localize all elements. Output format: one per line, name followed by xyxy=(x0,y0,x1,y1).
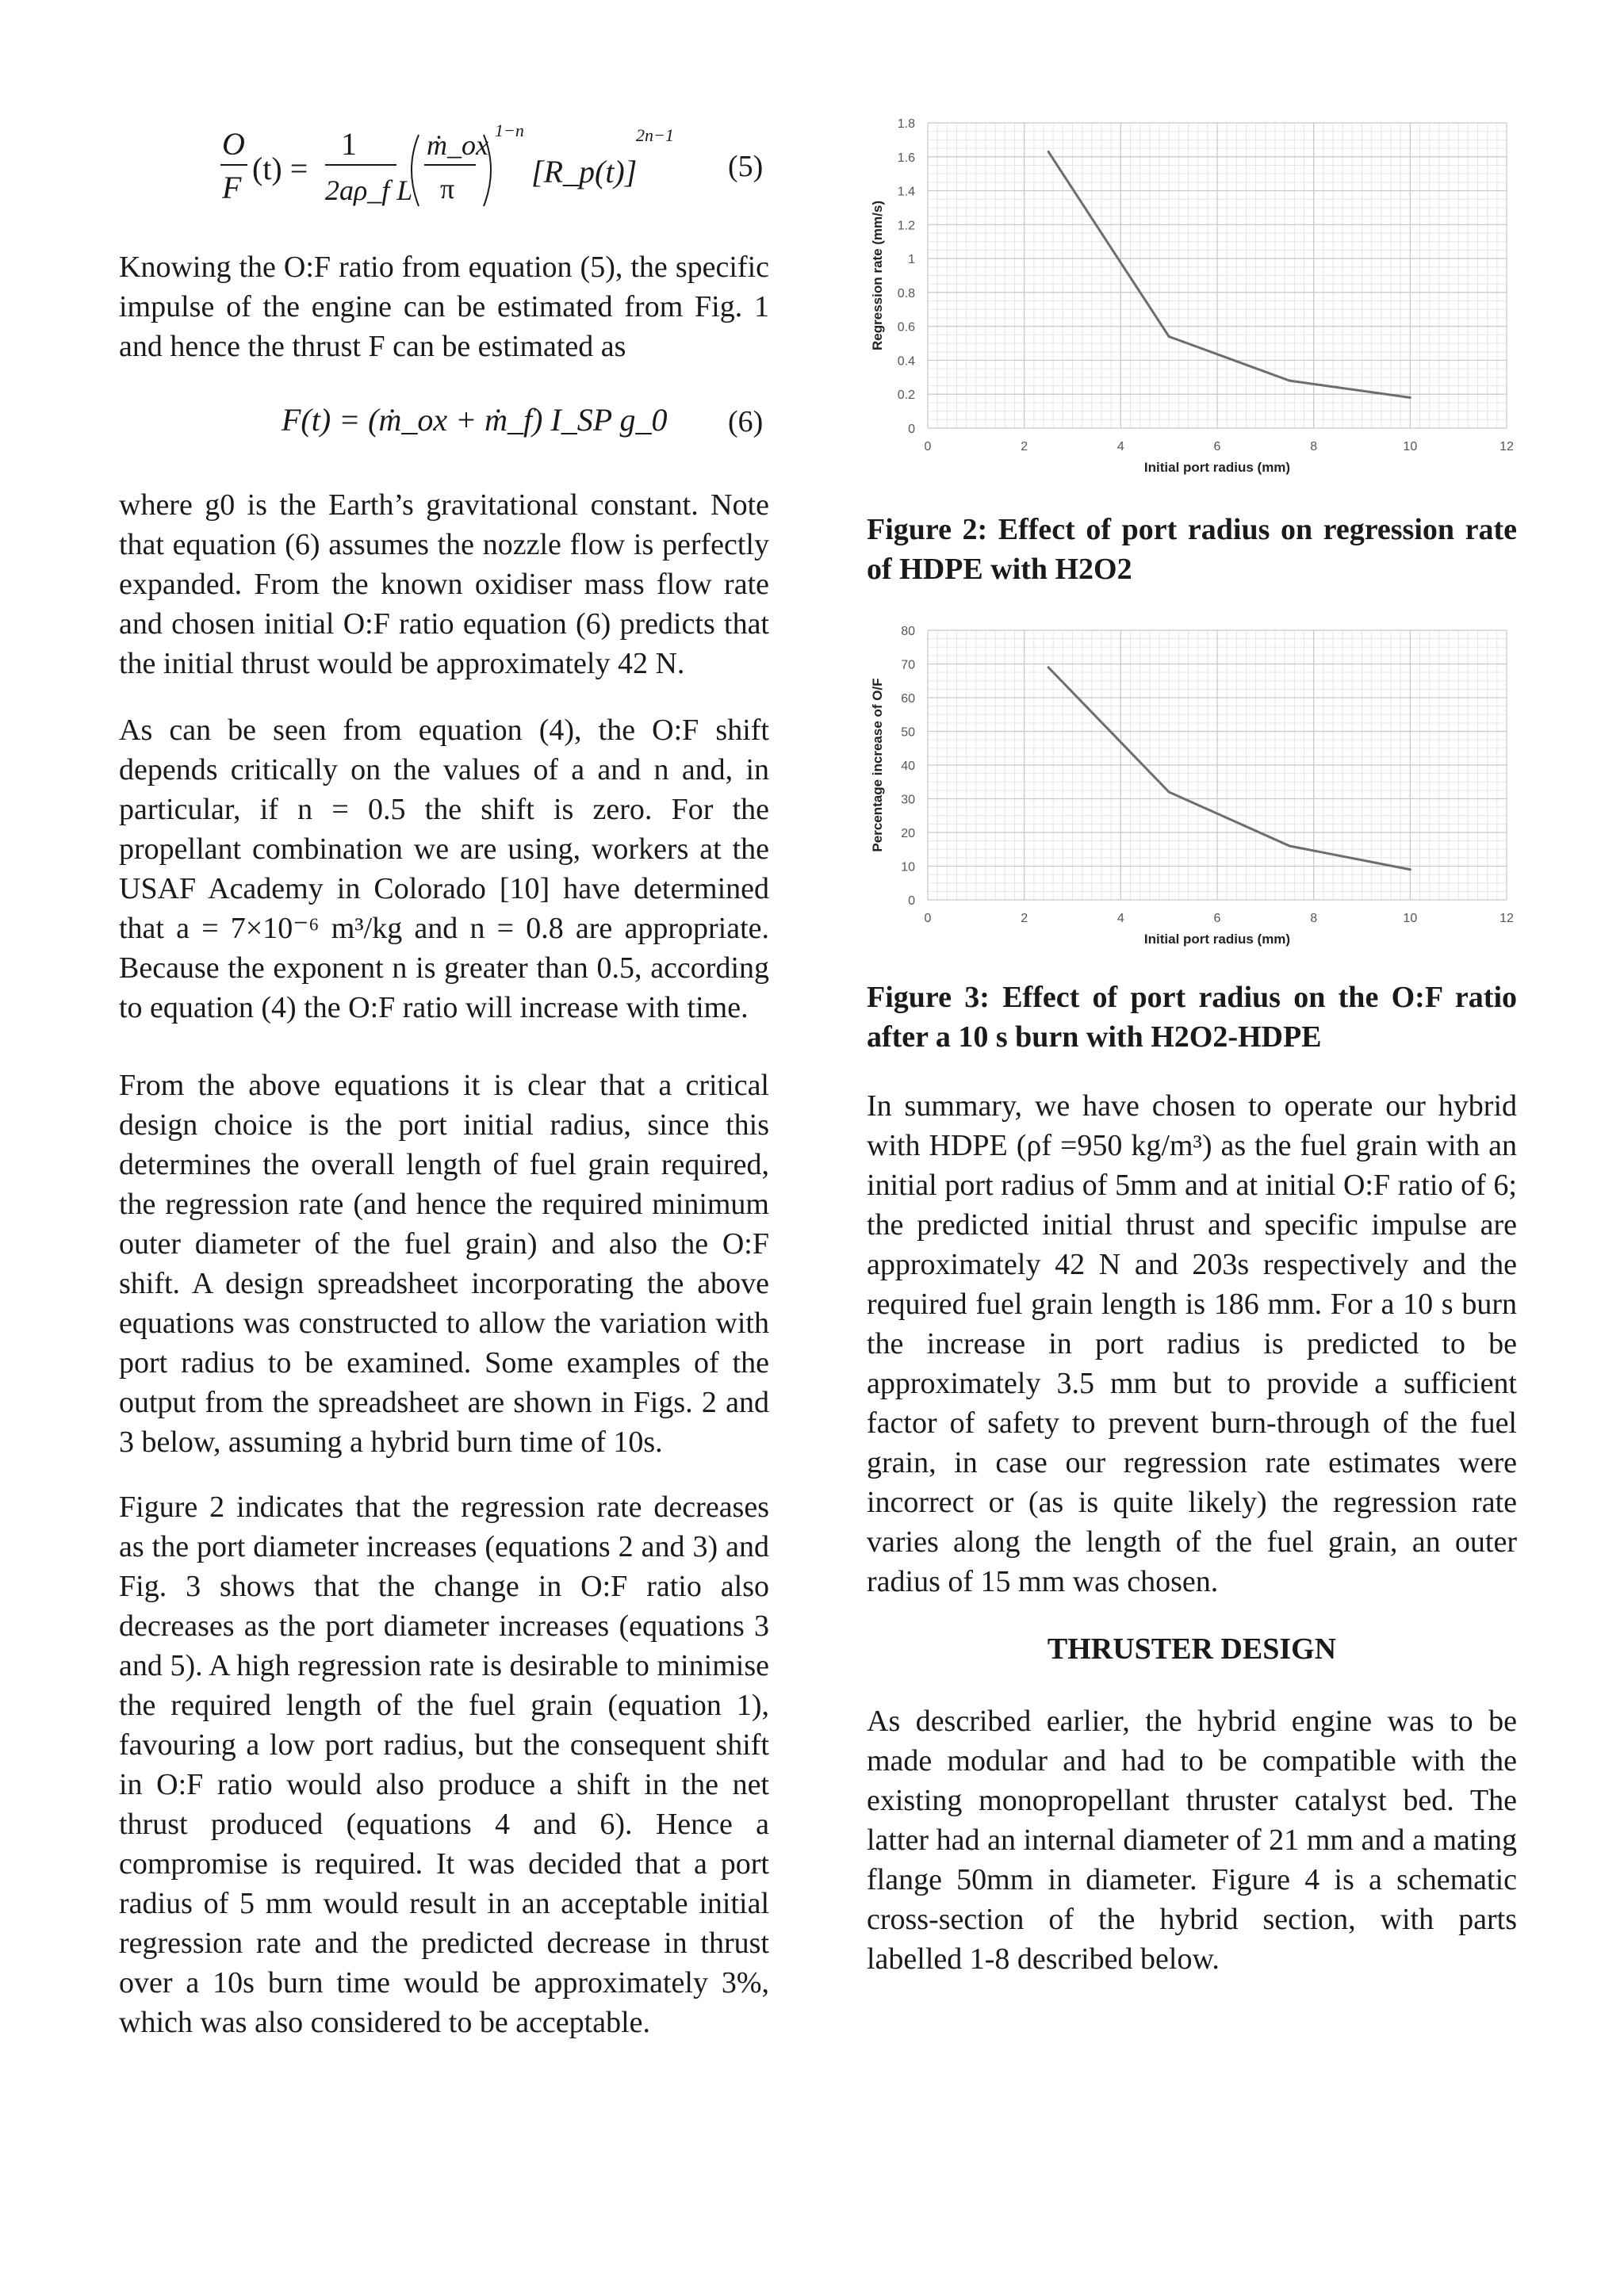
chart-3-xtick-label: 12 xyxy=(1500,912,1514,925)
paragraph-3: As can be seen from equation (4), the O:F shift depends critically on the values of a and n and, in particular, if n = 0.5 the shift is zero. For the propellant combination we are using, workers at the USAF Academy in Colorado [10] have determined that a = 7×10⁻⁶ m³/kg and n = 0.8 are appropriate. Because the exponent n is greater than 0.5, according to equation (4) the O:F ratio will increase with time. xyxy=(119,714,769,1024)
chart-2-ytick-label: 0.4 xyxy=(897,354,915,369)
chart-3-xtick-label: 10 xyxy=(1403,912,1418,925)
chart-3-xtick-label: 6 xyxy=(1213,912,1221,925)
chart-3-ylabel: Percentage increase of O/F xyxy=(870,678,885,852)
eq5-frac-num: 1 xyxy=(341,126,357,162)
eq5-lhs-den: F xyxy=(222,170,242,205)
chart-3-data-point xyxy=(1168,791,1170,794)
chart-2-xtick-label: 10 xyxy=(1403,440,1418,453)
chart-3-xtick-label: 8 xyxy=(1310,912,1318,925)
chart-2-data-point xyxy=(1168,335,1170,338)
chart-3-xlabel: Initial port radius (mm) xyxy=(1143,932,1291,947)
chart-2-ytick-label: 1.4 xyxy=(897,185,915,199)
figure-2-svg xyxy=(864,111,1522,484)
figure-3-chart xyxy=(864,610,1522,959)
chart-2-xtick-label: 4 xyxy=(1116,440,1124,453)
section-heading: THRUSTER DESIGN xyxy=(1047,1632,1337,1666)
eq5-frac-den: 2aρ_f L xyxy=(325,174,413,206)
paragraph-1: Knowing the O:F ratio from equation (5), the specific impulse of the engine can be estimated from Fig. 1 and hence the thrust F can be estimated as xyxy=(119,251,769,363)
chart-2-ytick-label: 0 xyxy=(908,423,915,436)
equation-6-number: (6) xyxy=(728,405,764,438)
figure-2-chart xyxy=(864,111,1522,484)
chart-2-xtick-label: 6 xyxy=(1213,440,1221,453)
chart-3-data-point xyxy=(1289,845,1291,848)
figure-3-caption: Figure 3: Effect of port radius on the O:F ratio after a 10 s burn with H2O2-HDPE xyxy=(867,981,1517,1054)
chart-2-xlabel: Initial port radius (mm) xyxy=(1143,460,1291,475)
paragraph-5: Figure 2 indicates that the regression rate decreases as the port diameter increases (equations 2 and 3) and Fig. 3 shows that the change in O:F ratio also decreases as the port diameter increases (equations 3 and 5). A high regression rate is desirable to minimise the required length of the fuel grain (equation 1), favouring a low port radius, but the consequent shift in O:F ratio would also produce a shift in the net thrust produced (equations 4 and 6). Hence a compromise is required. It was decided that a port radius of 5 mm would result in an acceptable initial regression rate and the predicted decrease in thrust over a 10s burn time would be approximately 3%, which was also considered to be acceptable. xyxy=(119,1490,769,2039)
chart-2-data-point xyxy=(1289,380,1291,382)
chart-3-xtick-label: 2 xyxy=(1021,912,1028,925)
figure-3-svg xyxy=(864,610,1522,959)
chart-3-ytick-label: 20 xyxy=(901,827,915,840)
chart-2-ytick-label: 1.6 xyxy=(897,151,915,165)
eq5-exp2: 2n−1 xyxy=(636,125,674,145)
eq5-mdot: ṁ_ox xyxy=(427,129,488,161)
paragraph-2: where g0 is the Earth’s gravitational constant. Note that equation (6) assumes the nozzle flow is perfectly expanded. From the known oxidiser mass flow rate and chosen initial O:F ratio equation (6) predicts that the initial thrust would be approximately 42 N. xyxy=(119,488,769,680)
chart-2-ytick-label: 1.8 xyxy=(897,117,915,131)
figure-2-caption: Figure 2: Effect of port radius on regression rate of HDPE with H2O2 xyxy=(867,513,1517,586)
chart-3-xtick-label: 4 xyxy=(1116,912,1124,925)
chart-2-data-point xyxy=(1409,396,1411,399)
eq5-lhs-num: O xyxy=(222,126,245,162)
equation-5-number: (5) xyxy=(728,150,764,183)
chart-3-data-point xyxy=(1048,666,1050,668)
equation-5 xyxy=(214,119,769,230)
chart-3-ytick-label: 0 xyxy=(908,894,915,908)
chart-2-xtick-label: 8 xyxy=(1310,440,1318,453)
eq5-lhs-arg: (t) = xyxy=(252,151,308,186)
chart-2-ytick-label: 0.6 xyxy=(897,320,915,335)
chart-3-ytick-label: 80 xyxy=(901,625,915,638)
chart-2-xtick-label: 0 xyxy=(924,440,932,453)
chart-3-ytick-label: 40 xyxy=(901,760,915,773)
eq5-exp1: 1−n xyxy=(495,121,524,140)
paragraph-7: As described earlier, the hybrid engine was to be made modular and had to be compatible with the existing monopropellant thruster catalyst bed. The latter had an internal diameter of 21 mm and a mating flange 50mm in diameter. Figure 4 is a schematic cross-section of the hybrid section, with parts labelled 1-8 described below. xyxy=(867,1705,1517,1976)
chart-2-ytick-label: 0.2 xyxy=(897,388,915,403)
chart-3-ytick-label: 50 xyxy=(901,725,915,740)
chart-2-data-point xyxy=(1048,151,1050,153)
chart-3-ytick-label: 70 xyxy=(901,658,915,672)
eq5-rp: [R_p(t)] xyxy=(531,154,638,189)
chart-2-ytick-label: 1 xyxy=(908,253,915,267)
paragraph-6: In summary, we have chosen to operate our hybrid with HDPE (ρf =950 kg/m³) as the fuel grain with an initial port radius of 5mm and at initial O:F ratio of 6; the predicted initial thrust and specific impulse are approximately 42 N and 203s respectively and the required fuel grain length is 186 mm. For a 10 s burn the increase in port radius is predicted to be approximately 3.5 mm but to provide a sufficient factor of safety to prevent burn-through of the fuel grain, in case our regression rate estimates were incorrect or (as is quite likely) the regression rate varies along the length of the fuel grain, an outer radius of 15 mm was chosen. xyxy=(867,1089,1517,1598)
chart-2-ytick-label: 0.8 xyxy=(897,286,915,300)
chart-3-ytick-label: 10 xyxy=(901,860,915,874)
chart-2-ylabel: Regression rate (mm/s) xyxy=(870,201,885,350)
chart-3-xtick-label: 0 xyxy=(924,912,932,925)
equation-5-svg xyxy=(214,119,769,230)
eq5-pi: π xyxy=(440,173,455,205)
chart-3-ytick-label: 30 xyxy=(901,793,915,807)
chart-3-data-point xyxy=(1409,868,1411,871)
equation-6: F(t) = (ṁ_ox + ṁ_f) I_SP g_0 xyxy=(282,402,668,438)
chart-2-ytick-label: 1.2 xyxy=(897,219,915,233)
chart-2-xtick-label: 2 xyxy=(1021,440,1028,453)
chart-2-xtick-label: 12 xyxy=(1500,440,1514,453)
paragraph-4: From the above equations it is clear that a critical design choice is the port initial radius, since this determines the overall length of fuel grain required, the regression rate (and hence the required minimum outer diameter of the fuel grain) and also the O:F shift. A design spreadsheet incorporating the above equations was constructed to allow the variation with port radius to be examined. Some examples of the output from the spreadsheet are shown in Figs. 2 and 3 below, assuming a hybrid burn time of 10s. xyxy=(119,1069,769,1459)
chart-3-ytick-label: 60 xyxy=(901,692,915,706)
